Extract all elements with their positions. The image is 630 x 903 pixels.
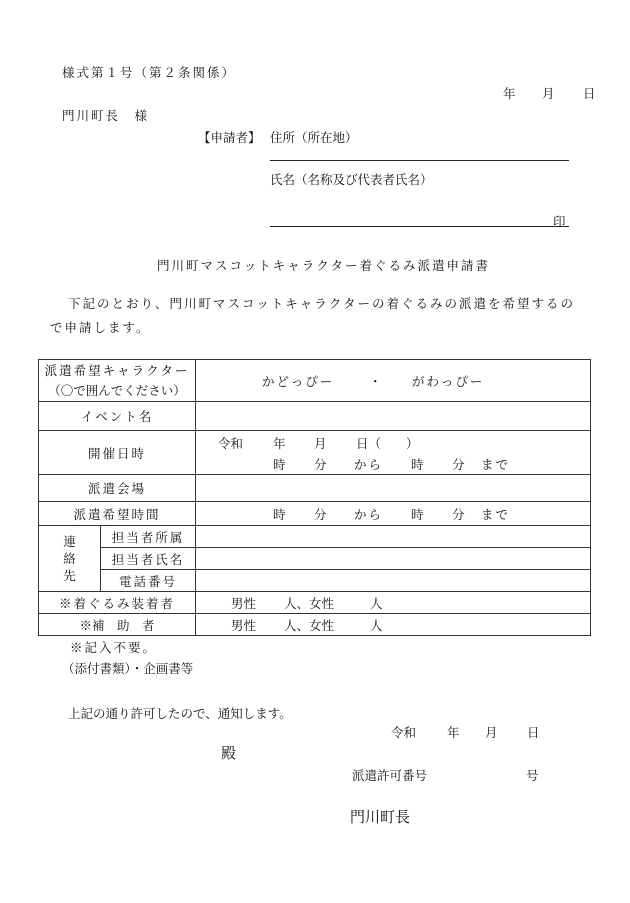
name-line[interactable] — [270, 226, 569, 227]
dispatch-start-hour: 時 — [273, 506, 286, 522]
approval-year: 年 — [447, 725, 460, 740]
datetime-day: 日（ ） — [356, 436, 419, 451]
event-label: イベント名 — [39, 402, 196, 431]
event-row — [39, 402, 591, 431]
datetime-era: 令和 — [218, 436, 244, 451]
assistant-row — [39, 614, 591, 636]
character-label-cell — [39, 360, 196, 402]
date-year: 年 — [503, 86, 516, 101]
staff-name-input[interactable] — [196, 548, 591, 570]
wearer-female: 人、女性 — [284, 595, 335, 611]
intro-line-2: で申請します。 — [50, 320, 151, 335]
dispatch-end-minute: 分 — [452, 506, 465, 522]
staff-dept-row — [39, 526, 591, 548]
datetime-row — [39, 431, 591, 475]
venue-input[interactable] — [196, 475, 591, 502]
assistant-label: ※補 助 者 — [39, 614, 196, 636]
phone-row — [39, 570, 591, 592]
wearer-male: 男性 — [231, 595, 257, 611]
assistant-input[interactable] — [196, 614, 591, 636]
venue-label: 派遣会場 — [39, 475, 196, 502]
staff-dept-label: 担当者所属 — [101, 526, 196, 548]
contact-label — [39, 526, 101, 592]
venue-row — [39, 475, 591, 502]
applicant-label: 【申請者】 — [198, 130, 261, 145]
phone-label: 電話番号 — [101, 570, 196, 592]
character-choice-cell[interactable] — [196, 360, 591, 402]
note-no-entry: ※記入不要。 — [70, 640, 158, 655]
approval-dono: 殿 — [221, 744, 237, 762]
datetime-year: 年 — [273, 436, 286, 451]
phone-input[interactable] — [196, 570, 591, 592]
datetime-until: まで — [481, 457, 511, 472]
character-option-gawappi[interactable]: がわっぴー — [412, 373, 485, 389]
assistant-female: 人、女性 — [284, 617, 335, 633]
permit-number-go: 号 — [526, 768, 539, 783]
event-name-input[interactable] — [196, 402, 591, 431]
approval-month: 月 — [485, 725, 498, 740]
date-day: 日 — [583, 86, 596, 101]
approval-text: 上記の通り許可したので、通知します。 — [68, 706, 292, 721]
character-option-kadoppi[interactable]: かどっぴー — [262, 373, 335, 389]
character-label-2: （〇で囲んでください） — [48, 382, 186, 398]
intro-line-1: 下記のとおり、門川町マスコットキャラクターの着ぐるみの派遣を希望するの — [68, 296, 576, 311]
character-separator: ・ — [369, 373, 382, 389]
dispatch-start-minute: 分 — [314, 506, 327, 522]
dispatch-end-hour: 時 — [411, 506, 424, 522]
wearer-label: ※着ぐるみ装着者 — [39, 592, 196, 614]
datetime-input[interactable] — [196, 431, 591, 475]
approval-era: 令和 — [391, 725, 417, 740]
dispatch-time-label: 派遣希望時間 — [39, 502, 196, 526]
approval-day: 日 — [527, 725, 540, 740]
application-table — [38, 359, 591, 636]
contact-label-1: 連 — [63, 534, 76, 549]
permit-number-label: 派遣許可番号 — [352, 768, 428, 783]
staff-name-row — [39, 548, 591, 570]
document-title: 門川町マスコットキャラクター着ぐるみ派遣申請書 — [157, 258, 491, 273]
datetime-end-hour: 時 — [411, 457, 424, 472]
addressee: 門川町長 様 — [62, 108, 150, 123]
dispatch-time-input[interactable] — [196, 502, 591, 526]
contact-label-2: 絡 — [63, 551, 76, 566]
character-label-1: 派遣希望キャラクター — [44, 362, 190, 378]
datetime-label: 開催日時 — [39, 431, 196, 475]
wearer-row — [39, 592, 591, 614]
wearer-input[interactable] — [196, 592, 591, 614]
seal-mark: 印 — [553, 214, 566, 229]
note-attachments: （添付書類）・企画書等 — [62, 661, 194, 676]
character-row — [39, 360, 591, 402]
address-line[interactable] — [270, 160, 569, 161]
datetime-start-hour: 時 — [273, 457, 286, 472]
assistant-people: 人 — [370, 617, 383, 633]
issuer: 門川町長 — [350, 808, 411, 826]
wearer-people: 人 — [370, 595, 383, 611]
datetime-start-minute: 分 — [314, 457, 327, 472]
datetime-month: 月 — [314, 436, 327, 451]
form-number: 様式第１号（第２条関係） — [62, 65, 237, 80]
staff-name-label: 担当者氏名 — [101, 548, 196, 570]
dispatch-from: から — [354, 506, 384, 522]
date-month: 月 — [542, 86, 555, 101]
contact-label-3: 先 — [63, 568, 76, 583]
datetime-end-minute: 分 — [452, 457, 465, 472]
address-label: 住所（所在地） — [270, 130, 358, 145]
name-label: 氏名（名称及び代表者氏名） — [270, 172, 433, 187]
assistant-male: 男性 — [231, 617, 257, 633]
staff-dept-input[interactable] — [196, 526, 591, 548]
dispatch-until: まで — [481, 506, 511, 522]
datetime-from: から — [354, 457, 384, 472]
dispatch-time-row — [39, 502, 591, 526]
